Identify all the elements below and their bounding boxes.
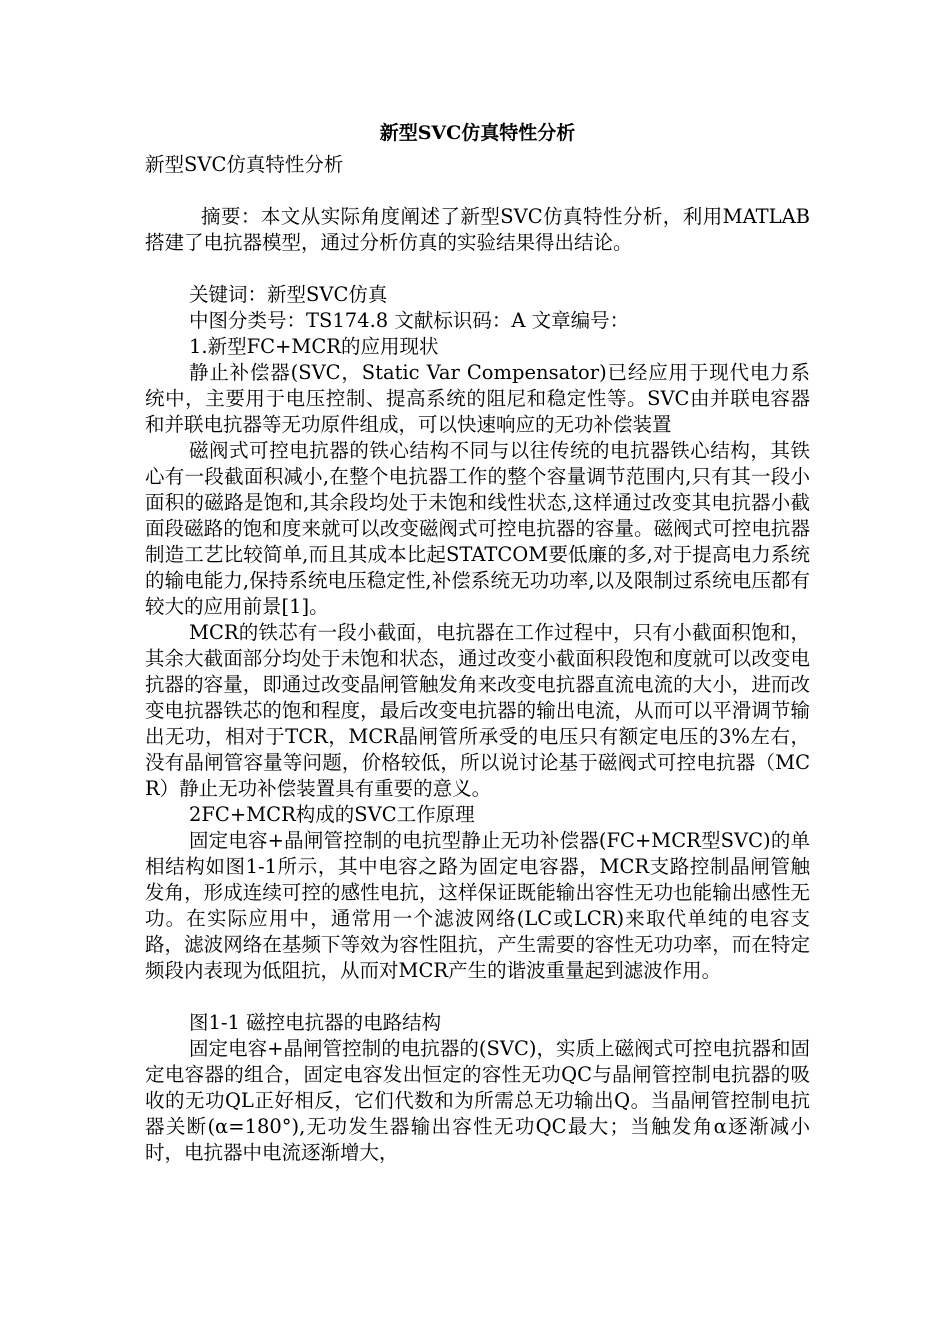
spacer: [145, 178, 810, 204]
body-paragraph-4: 固定电容+晶闸管控制的电抗型静止无功补偿器(FC+MCR型SVC)的单相结构如图1-1所示，其中电容之路为固定电容器，MCR支路控制晶闸管触发角，形成连续可控的感性电抗，这样保证既能输出容性无功也能输出感性无功。在实际应用中，通常用一个滤波网络(LC或LCR)来取代单纯的电容支路，滤波网络在基频下等效为容性阻抗，产生需要的容性无功功率，而在特定频段内表现为低阻抗，从而对MCR产生的谐波重量起到滤波作用。: [145, 829, 810, 982]
body-paragraph-1: 静止补偿器(SVC，Static Var Compensator)已经应用于现代电力系统中，主要用于电压控制、提高系统的阻尼和稳定性等。SVC由并联电容器和并联电抗器等无功原件组成，可以快速响应的无功补偿装置: [145, 361, 810, 436]
body-paragraph-3: MCR的铁芯有一段小截面，电抗器在工作过程中，只有小截面积饱和，其余大截面部分均处于未饱和状态，通过改变小截面积段饱和度就可以改变电抗器的容量，即通过改变晶闸管触发角来改变电抗器直流电流的大小，进而改变电抗器铁芯的饱和程度，最后改变电抗器的输出电流，从而可以平滑调节输出无功，相对于TCR，MCR晶闸管所承受的电压只有额定电压的3%左右，没有晶闸管容量等问题，价格较低，所以说讨论基于磁阀式可控电抗器（MCR）静止无功补偿装置具有重要的意义。: [145, 621, 810, 800]
figure-placeholder: [145, 984, 810, 1010]
figure-caption: 图1-1 磁控电抗器的电路结构: [189, 1011, 442, 1034]
document-title: 新型SVC仿真特性分析: [379, 122, 576, 144]
body-paragraph-2: 磁阀式可控电抗器的铁心结构不同与以往传统的电抗器铁心结构，其铁心有一段截面积减小,在整个电抗器工作的整个容量调节范围内,只有其一段小面积的磁路是饱和,其余段均处于未饱和线性状态,这样通过改变其电抗器小截面段磁路的饱和度来就可以改变磁阀式可控电抗器的容量。磁阀式可控电抗器制造工艺比较简单,而且其成本比起STATCOM要低廉的多,对于提高电力系统的输电能力,保持系统电压稳定性,补偿系统无功功率,以及限制过系统电压都有较大的应用前景[1]。: [145, 439, 810, 618]
classification-line: 中图分类号：TS174.8 文献标识码：A 文章编号：: [189, 309, 630, 332]
document-page: [145, 120, 810, 1166]
keywords-line: 关键词：新型SVC仿真: [189, 283, 388, 306]
spacer: [145, 256, 810, 282]
body-paragraph-5: 固定电容+晶闸管控制的电抗器的(SVC)，实质上磁阀式可控电抗器和固定电容器的组合，固定电容发出恒定的容性无功QC与晶闸管控制电抗器的吸收的无功QL正好相反，它们代数和为所需总无功输出Q。当晶闸管控制电抗器关断(α=180°),无功发生器输出容性无功QC最大；当触发角α逐渐减小时，电抗器中电流逐渐增大，: [145, 1037, 810, 1164]
abstract-paragraph: 摘要：本文从实际角度阐述了新型SVC仿真特性分析，利用MATLAB搭建了电抗器模型，通过分析仿真的实验结果得出结论。: [145, 205, 810, 254]
section-1-heading: 1.新型FC+MCR的应用现状: [189, 335, 439, 358]
document-subtitle: 新型SVC仿真特性分析: [145, 153, 344, 176]
section-2-heading: 2FC+MCR构成的SVC工作原理: [189, 803, 475, 826]
